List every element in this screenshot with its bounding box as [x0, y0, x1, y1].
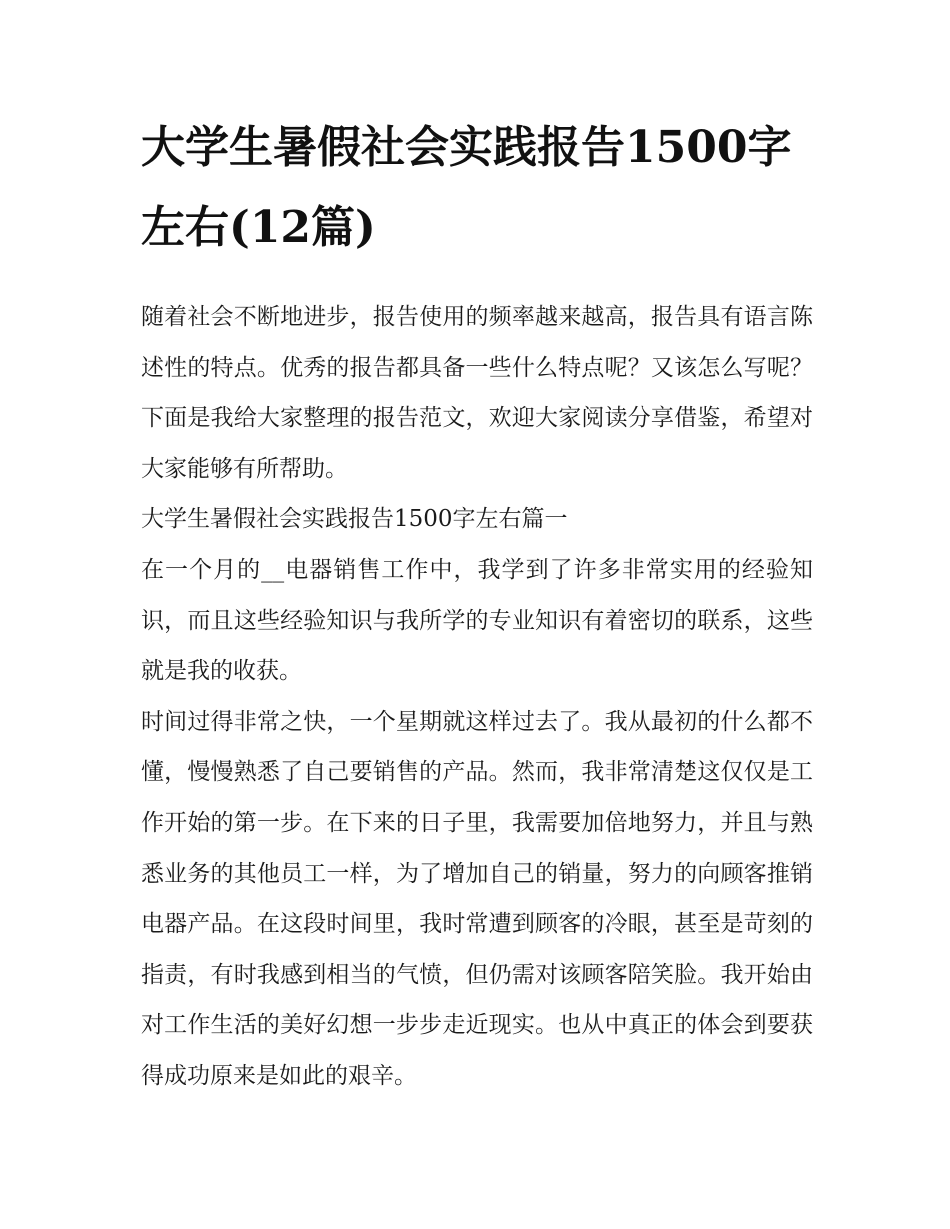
document-content [141, 108, 813, 1102]
document-title: 大学生暑假社会实践报告1500字左右(12篇) [141, 122, 792, 253]
intro-paragraph: 随着社会不断地进步，报告使用的频率越来越高，报告具有语言陈述性的特点。优秀的报告都具备一些什么特点呢？又该怎么写呢？下面是我给大家整理的报告范文，欢迎大家阅读分享借鉴，希望对大家能够有所帮助。 [141, 304, 813, 482]
body-paragraph-1: 在一个月的__电器销售工作中，我学到了许多非常实用的经验知识，而且这些经验知识与我所学的专业知识有着密切的联系，这些就是我的收获。 [141, 556, 813, 685]
section-heading: 大学生暑假社会实践报告1500字左右篇一 [141, 506, 568, 533]
body-paragraph-2: 时间过得非常之快，一个星期就这样过去了。我从最初的什么都不懂，慢慢熟悉了自己要销售的产品。然而，我非常清楚这仅仅是工作开始的第一步。在下来的日子里，我需要加倍地努力，并且与熟悉业务的其他员工一样，为了增加自己的销量，努力的向顾客推销电器产品。在这段时间里，我时常遭到顾客的冷眼，甚至是苛刻的指责，有时我感到相当的气愤，但仍需对该顾客陪笑脸。我开始由对工作生活的美好幻想一步步走近现实。也从中真正的体会到要获得成功原来是如此的艰辛。 [141, 708, 813, 1089]
document-body [141, 292, 813, 1102]
